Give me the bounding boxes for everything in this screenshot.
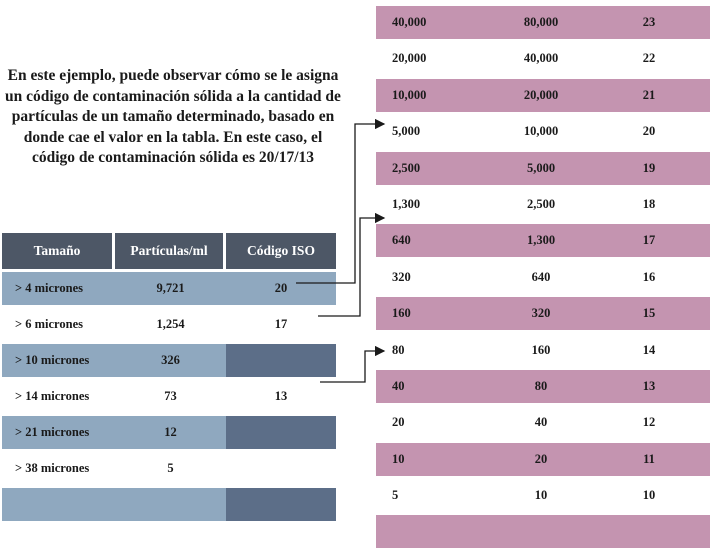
range-row: 40,000 80,000 23 — [376, 6, 710, 39]
range-row: 640 1,300 17 — [376, 224, 710, 257]
code-cell: 17 — [226, 308, 336, 341]
range-row: 20 40 12 — [392, 415, 656, 430]
header-particles: Partículas/ml — [130, 243, 208, 258]
range-row-partial — [376, 515, 710, 548]
range-row: 2,500 5,000 19 — [376, 152, 710, 185]
range-row: 5 10 10 — [392, 488, 656, 503]
particles-cell: 12 — [115, 416, 226, 449]
arrow-line-20 — [296, 124, 384, 283]
particles-cell: 9,721 — [115, 272, 226, 305]
range-row: 5,000 10,000 20 — [392, 124, 656, 139]
range-row: 1,300 2,500 18 — [392, 196, 656, 211]
size-cell: > 6 micrones — [2, 308, 115, 341]
range-row: 20,000 40,000 22 — [392, 51, 656, 66]
size-cell: > 14 micrones — [2, 380, 115, 413]
particles-cell: 326 — [115, 344, 226, 377]
header-size: Tamaño — [33, 243, 81, 258]
range-row: 160 320 15 — [376, 297, 710, 330]
table-row-partial — [2, 488, 336, 521]
size-cell: > 38 micrones — [2, 452, 115, 485]
size-cell: > 21 micrones — [2, 416, 115, 449]
size-cell: > 4 micrones — [2, 272, 115, 305]
range-row: 320 640 16 — [392, 269, 656, 284]
range-row: 10 20 11 — [376, 443, 710, 476]
size-cell: > 10 micrones — [2, 344, 115, 377]
range-row: 40 80 13 — [376, 370, 710, 403]
intro-paragraph: En este ejemplo, puede observar cómo se le asigna un código de contaminación sólida a la cantidad de partículas de un tamaño determinado, basado en donde cae el valor en la tabla. En este caso, el código de contaminación sólida es 20/17/13 — [5, 67, 341, 166]
code-cell: 13 — [226, 380, 336, 413]
range-row: 80 160 14 — [392, 342, 656, 357]
range-row: 10,000 20,000 21 — [376, 79, 710, 112]
code-cell: 20 — [226, 272, 336, 305]
header-iso-code: Código ISO — [247, 243, 315, 258]
particles-cell: 1,254 — [115, 308, 226, 341]
particles-cell: 73 — [115, 380, 226, 413]
particles-cell: 5 — [115, 452, 226, 485]
arrow-line-13 — [320, 351, 384, 382]
arrow-line-17 — [318, 218, 384, 316]
